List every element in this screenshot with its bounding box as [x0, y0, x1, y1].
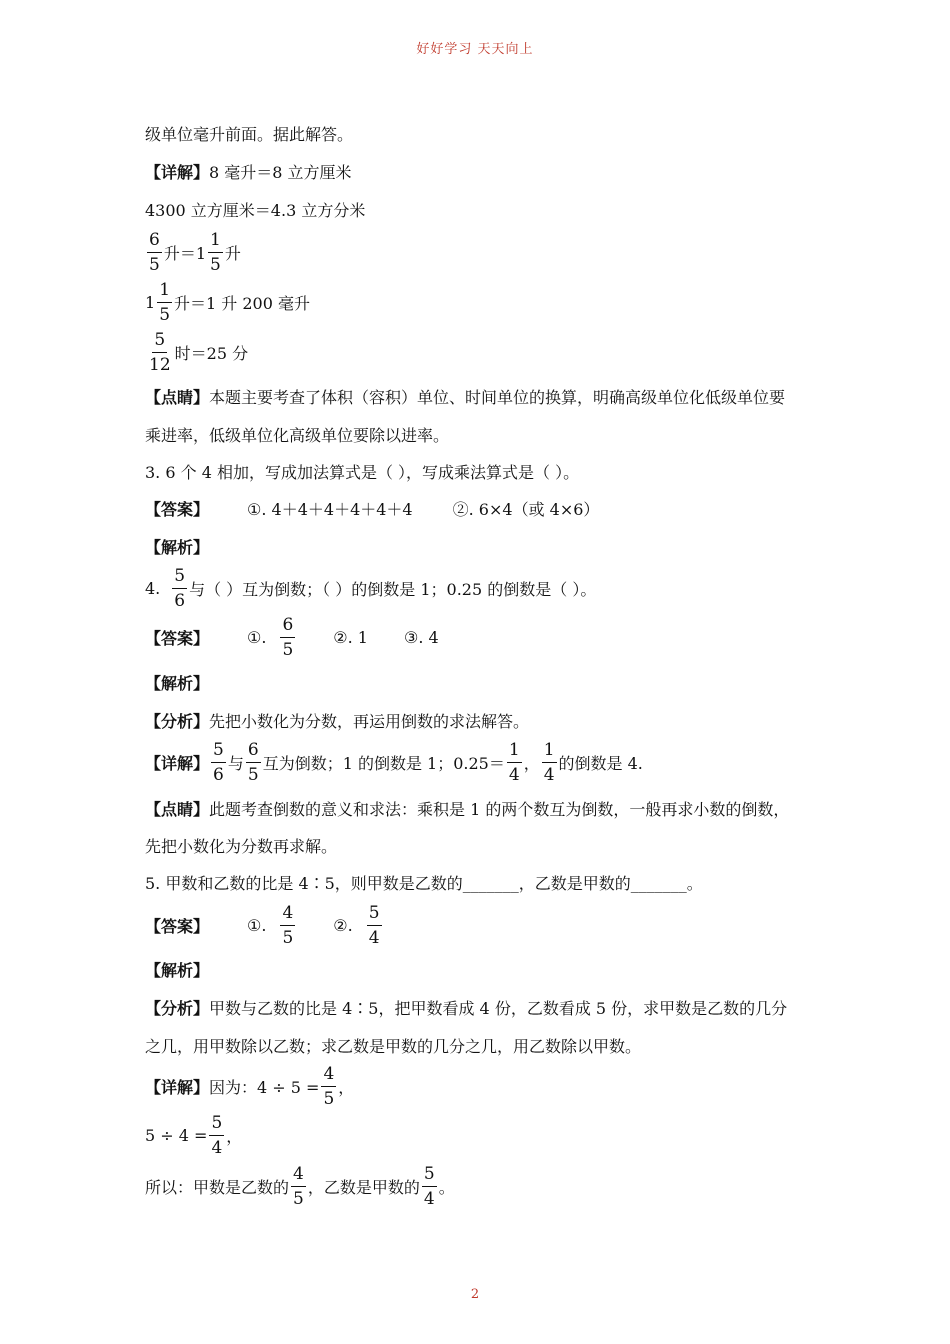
numerator: 6 — [246, 740, 261, 763]
denominator: 4 — [543, 765, 555, 785]
line-text: ， — [338, 1078, 355, 1097]
denominator: 6 — [213, 765, 224, 785]
answer-item: ①. 4＋4＋4＋4＋4＋4 — [247, 500, 413, 519]
line-text: 所以：甲数是乙数的 — [145, 1178, 290, 1197]
line-text: 的倒数是 4. — [558, 754, 643, 773]
fraction — [246, 740, 261, 785]
question-number: 4. — [145, 579, 161, 598]
answer-label: 【答案】 — [145, 500, 210, 519]
numerator: 6 — [280, 615, 295, 638]
math-line — [145, 280, 310, 325]
analysis-label: 【解析】 — [145, 674, 210, 693]
text-line — [145, 834, 337, 857]
answer-item: ①. — [247, 916, 267, 935]
fraction — [209, 1113, 224, 1158]
analysis-line — [145, 535, 209, 558]
line-text: 升 — [224, 244, 241, 263]
denominator: 5 — [282, 928, 294, 948]
detail-label: 【详解】 — [145, 754, 210, 773]
line-text: 4300 立方厘米＝4.3 立方分米 — [145, 201, 366, 220]
math-line — [145, 740, 643, 785]
numerator: 5 — [152, 330, 167, 353]
math-line — [145, 1113, 242, 1158]
page-header: 好好学习 天天向上 — [416, 42, 534, 57]
line-text: 升＝1 升 200 毫升 — [174, 294, 310, 313]
denominator: 5 — [293, 1189, 304, 1209]
fraction — [367, 903, 382, 948]
fraction — [321, 1064, 336, 1109]
denominator: 4 — [508, 765, 520, 785]
line-text: ， — [523, 754, 540, 773]
math-line — [145, 230, 241, 275]
fraction — [211, 740, 226, 785]
denominator: 5 — [247, 765, 259, 785]
math-line — [145, 1164, 455, 1209]
line-text: 之几，用甲数除以乙数；求乙数是甲数的几分之几，用乙数除以甲数。 — [145, 1037, 642, 1056]
denominator: 5 — [159, 305, 171, 325]
text-line — [145, 1034, 641, 1057]
dianjing-label: 【点睛】 — [145, 800, 210, 819]
numerator: 5 — [422, 1164, 437, 1187]
fraction — [422, 1164, 437, 1209]
analysis-label: 【解析】 — [145, 538, 210, 557]
fraction — [147, 330, 173, 375]
text-line — [145, 709, 529, 732]
line-text: 。 — [438, 1178, 455, 1197]
detail-label: 【详解】 — [145, 1078, 210, 1097]
question-5 — [145, 871, 703, 894]
denominator: 5 — [323, 1089, 335, 1109]
denominator: 4 — [211, 1138, 223, 1158]
numerator: 5 — [172, 566, 187, 589]
line-text: 时＝25 分 — [174, 344, 249, 363]
text-line — [145, 423, 449, 446]
numerator: 5 — [367, 903, 382, 926]
math-line — [145, 330, 248, 375]
line-text: 1 — [145, 293, 156, 312]
numerator: 5 — [211, 740, 226, 763]
line-text: ， — [226, 1127, 243, 1146]
line-text: 与 — [227, 754, 244, 773]
fraction — [147, 230, 162, 275]
numerator: 4 — [291, 1164, 306, 1187]
text-line — [145, 996, 787, 1019]
question-text: 5. 甲数和乙数的比是 4∶5，则甲数是乙数的_______，乙数是甲数的_______。 — [145, 874, 703, 893]
fraction — [507, 740, 522, 785]
denominator: 12 — [149, 355, 171, 375]
fraction — [280, 615, 295, 660]
question-text: 3. 6 个 4 相加，写成加法算式是（ ），写成乘法算式是（ ）。 — [145, 463, 580, 482]
question-text: 与（ ）互为倒数；（ ）的倒数是 1；0.25 的倒数是（ ）。 — [189, 580, 597, 599]
denominator: 4 — [423, 1189, 435, 1209]
dianjing-text: 本题主要考查了体积（容积）单位、时间单位的换算，明确高级单位化低级单位要 — [209, 388, 786, 407]
answer-item: ②. — [333, 916, 353, 935]
dianjing-text: 此题考查倒数的意义和求法：乘积是 1 的两个数互为倒数，一般再求小数的倒数， — [209, 800, 790, 819]
answer-item: ①. — [247, 628, 267, 647]
fraction — [291, 1164, 306, 1209]
fraction — [280, 903, 295, 948]
text-line — [145, 797, 789, 820]
fenxi-label: 【分析】 — [145, 999, 210, 1018]
line-text: 乘进率，低级单位化高级单位要除以进率。 — [145, 426, 450, 445]
line-text: 5 ÷ 4 = — [145, 1126, 208, 1145]
math-line — [145, 1064, 354, 1109]
denominator: 5 — [282, 640, 294, 660]
answer-label: 【答案】 — [145, 629, 210, 648]
question-4 — [145, 566, 596, 611]
detail-label: 【详解】 — [145, 163, 210, 182]
answer-label: 【答案】 — [145, 917, 210, 936]
numerator: 6 — [147, 230, 162, 253]
numerator: 4 — [321, 1064, 336, 1087]
dianjing-label: 【点睛】 — [145, 388, 210, 407]
numerator: 1 — [542, 740, 557, 763]
text-line — [145, 122, 353, 145]
fenxi-label: 【分析】 — [145, 712, 210, 731]
analysis-line — [145, 671, 209, 694]
answer-item: ②. 1 — [333, 628, 368, 647]
line-text: ，乙数是甲数的 — [307, 1178, 420, 1197]
text-line — [145, 160, 352, 183]
fraction — [172, 566, 187, 611]
question-3 — [145, 460, 579, 483]
text-line — [145, 198, 365, 221]
analysis-label: 【解析】 — [145, 961, 210, 980]
answer-line — [145, 615, 439, 660]
fenxi-text: 先把小数化为分数，再运用倒数的求法解答。 — [209, 712, 530, 731]
line-text: 互为倒数；1 的倒数是 1；0.25＝ — [262, 754, 505, 773]
text-line — [145, 385, 785, 408]
analysis-line — [145, 958, 209, 981]
numerator: 5 — [209, 1113, 224, 1136]
fraction — [157, 280, 172, 325]
numerator: 1 — [507, 740, 522, 763]
line-text: 级单位毫升前面。据此解答。 — [145, 125, 354, 144]
numerator: 4 — [280, 903, 295, 926]
fenxi-text: 甲数与乙数的比是 4∶5，把甲数看成 4 份，乙数看成 5 份，求甲数是乙数的几分 — [209, 999, 788, 1018]
denominator: 5 — [210, 255, 221, 275]
denominator: 4 — [368, 928, 380, 948]
answer-line — [145, 497, 599, 520]
line-text: 先把小数化为分数再求解。 — [145, 837, 338, 856]
denominator: 6 — [174, 591, 186, 611]
line-text: 升＝1 — [163, 244, 207, 263]
fraction — [208, 230, 223, 275]
answer-item: ②. 6×4（或 4×6） — [452, 500, 600, 519]
fraction — [542, 740, 557, 785]
answer-item: ③. 4 — [403, 628, 439, 647]
detail-text: 8 毫升＝8 立方厘米 — [209, 163, 352, 182]
line-text: 因为：4 ÷ 5 = — [209, 1078, 320, 1097]
denominator: 5 — [149, 255, 160, 275]
numerator: 1 — [157, 280, 172, 303]
numerator: 1 — [208, 230, 223, 253]
page-number: 2 — [470, 1287, 480, 1302]
answer-line — [145, 903, 384, 948]
